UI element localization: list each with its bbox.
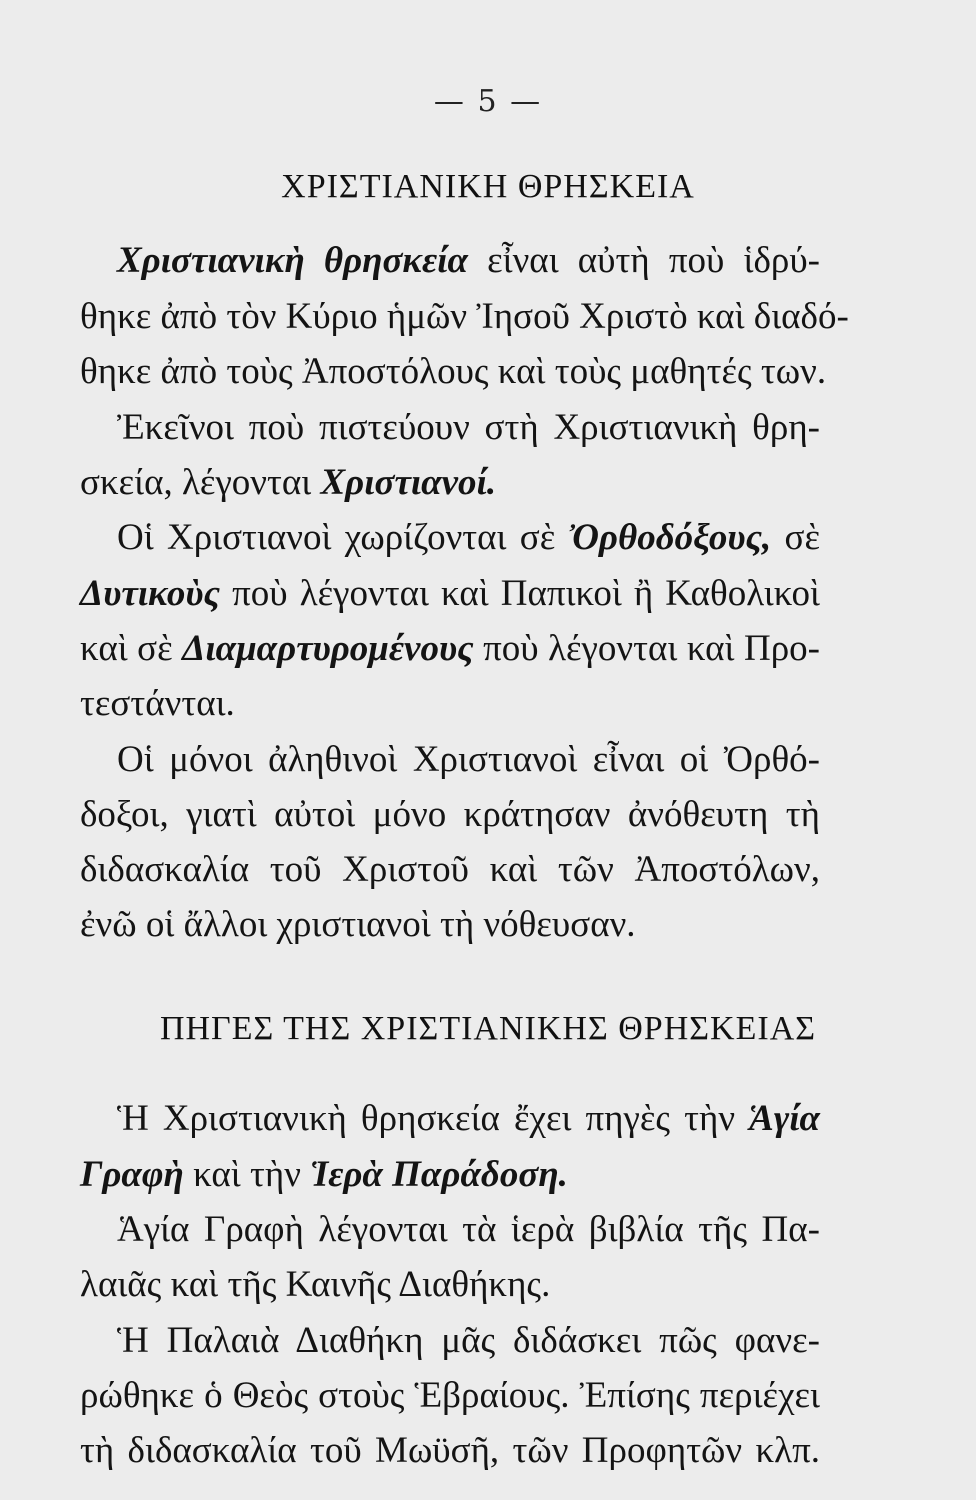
section-title-christian-religion: ΧΡΙΣΤΙΑΝΙΚΗ ΘΡΗΣΚΕΙΑ <box>281 168 695 205</box>
text-line: Ἡ Παλαιὰ Διαθήκη μᾶς διδάσκει πῶς φανε- <box>117 1320 820 1361</box>
text-line: διδασκαλία τοῦ Χριστοῦ καὶ τῶν Ἀποστόλων, <box>80 849 820 890</box>
bold-term: Ἁγία <box>749 1098 820 1139</box>
text-line <box>117 242 820 279</box>
text-line <box>80 575 820 612</box>
bold-term: Ἱερὰ Παράδοση. <box>310 1154 568 1195</box>
text-span: καὶ τὴν <box>183 1154 311 1195</box>
bold-term: Δυτικοὺς <box>80 573 221 614</box>
bold-term: Χριστιανικὴ θρησκεία <box>117 240 468 281</box>
text-line: θηκε ἀπὸ τὸν Κύριο ἡμῶν Ἰησοῦ Χριστὸ καὶ διαδό- <box>80 296 849 337</box>
text-line: Οἱ μόνοι ἀληθινοὶ Χριστιανοὶ εἶναι οἱ Ὀρθό- <box>117 739 820 780</box>
bold-term: Ὀρθοδόξους, <box>568 517 772 558</box>
text-span: ποὺ λέγονται καὶ Παπικοὶ ἢ Καθολικοὶ <box>220 573 820 614</box>
text-span: Οἱ Χριστιανοὶ χωρίζονται σὲ <box>117 517 569 558</box>
bold-term: Γραφὴ <box>80 1154 184 1195</box>
section-title-sources: ΠΗΓΕΣ ΤΗΣ ΧΡΙΣΤΙΑΝΙΚΗΣ ΘΡΗΣΚΕΙΑΣ <box>159 1010 817 1047</box>
text-line: Ἁγία Γραφὴ λέγονται τὰ ἱερὰ βιβλία τῆς Πα- <box>117 1209 820 1250</box>
text-line <box>80 630 820 667</box>
text-line: δοξοι, γιατὶ αὐτοὶ μόνο κράτησαν ἀνόθευτη τὴ <box>80 794 820 835</box>
text-line: ρώθηκε ὁ Θεὸς στοὺς Ἑβραίους. Ἐπίσης περιέχει <box>80 1375 820 1416</box>
text-span: ποὺ λέγονται καὶ Προ- <box>473 628 820 669</box>
page-number: — 5 — <box>433 84 543 119</box>
text-line <box>80 464 820 501</box>
text-span: εἶναι αὐτὴ ποὺ ἱδρύ- <box>467 240 820 281</box>
text-span: σὲ <box>771 517 820 558</box>
text-line: λαιᾶς καὶ τῆς Καινῆς Διαθήκης. <box>80 1264 551 1305</box>
text-line <box>117 519 820 556</box>
bold-term: Χριστιανοί. <box>320 462 497 503</box>
text-line <box>80 1156 820 1193</box>
text-line: Ἐκεῖνοι ποὺ πιστεύουν στὴ Χριστιανικὴ θρη- <box>117 407 820 448</box>
bold-term: Διαμαρτυρομένους <box>182 628 474 669</box>
text-span: καὶ σὲ <box>80 628 183 669</box>
text-line: ἐνῶ οἱ ἄλλοι χριστιανοὶ τὴ νόθευσαν. <box>80 904 636 945</box>
text-span: Ἡ Χριστιανικὴ θρησκεία ἔχει πηγὲς τὴν <box>117 1098 750 1139</box>
text-line <box>117 1100 820 1137</box>
text-line: θηκε ἀπὸ τοὺς Ἀποστόλους καὶ τοὺς μαθητές των. <box>80 351 827 392</box>
text-line: τὴ διδασκαλία τοῦ Μωϋσῆ, τῶν Προφητῶν κλπ. <box>80 1430 820 1471</box>
text-span: σκεία, λέγονται <box>80 462 321 503</box>
text-line: τεστάνται. <box>80 683 235 724</box>
